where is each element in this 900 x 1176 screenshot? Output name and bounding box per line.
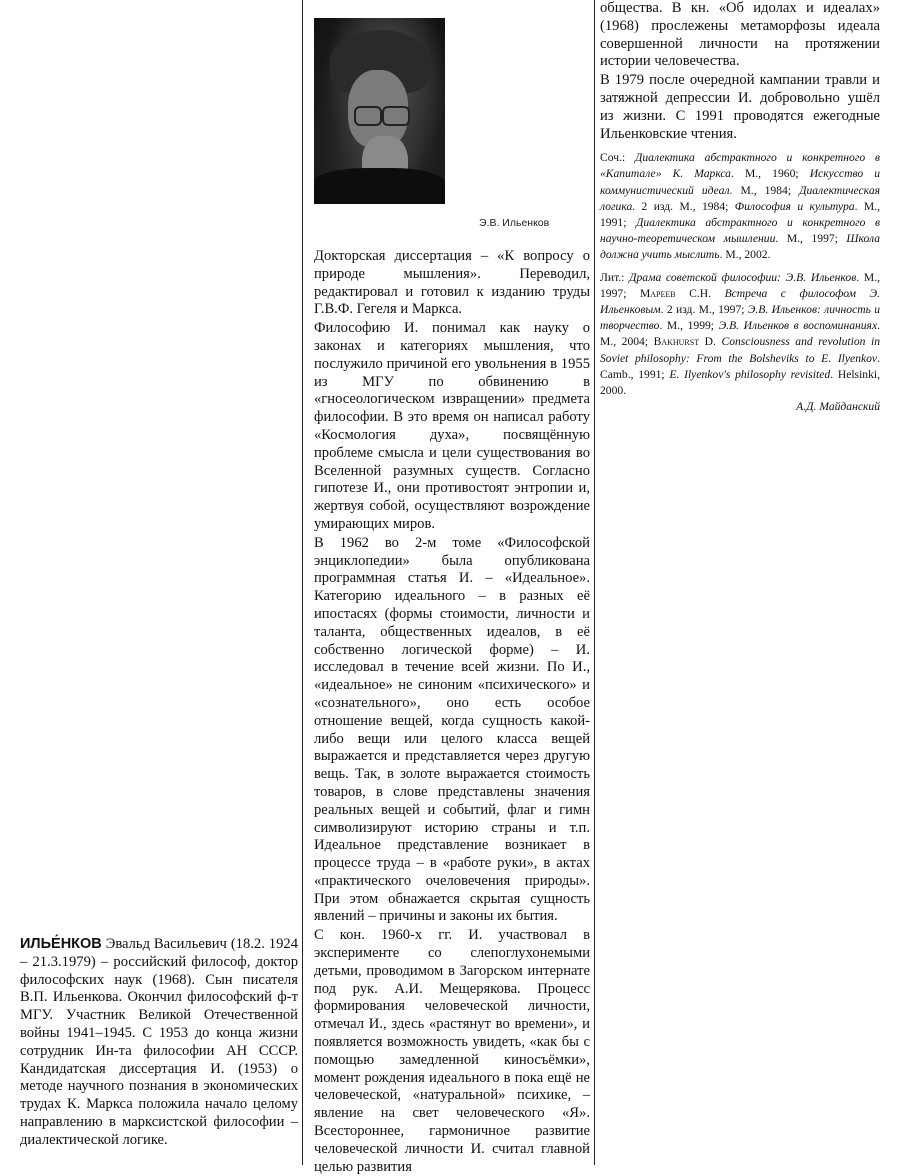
literature-segment: . 2 изд. М., 1997; [660,303,748,317]
works-segment: . 2 изд. М., 1984; [632,199,735,213]
left-column [20,936,298,1150]
literature-label: Лит.: [600,271,625,285]
paragraph-dissertation: Докторская диссертация – «К вопросу о природе мышления». Переводил, редактировал и готовил к изданию труды Г.В.Ф. Гегеля и Маркса. [314,248,590,318]
literature-segment: E. Ilyenkov's philosophy revisited [669,367,831,381]
photo-caption: Э.В. Ильенков [479,217,550,229]
paragraph-death: В 1979 после очередной кампании травли и затяжной депрессии И. добровольно ушёл из жизни. С 1991 проводятся ежегодные Ильенковские чтения. [600,72,880,142]
works-segment: Искусство и коммунистический идеал [600,167,881,197]
works-segment: . М., 1997; [775,231,847,245]
literature-segment: . М., 2004; [600,319,880,349]
literature-segment: . М., 1999; [659,319,719,333]
works-segment: . М., 1984; [729,183,800,197]
literature-segment: D. [699,335,722,349]
paragraph-idols: общества. В кн. «Об идолах и идеалах» (1968) прослежены метаморфозы идеала совершенной личности на протяжении истории человечества. [600,0,880,70]
paragraph-ideal: В 1962 во 2-м томе «Философской энциклопедии» была опубликована программная статья И. – «Идеальное». Категорию идеального – в разных её ипостасях (формы стоимости, личности и таланта, общественных идеалов, в её собственно логической форме) – И. исследовал в течение всей жизни. По И., «идеальное» не синоним «психического» и «сознательного», оно есть особое отношение вещей, когда сущность какой-либо вещи или целого класса вещей выражается и представляется через другую вещь. Так, в золоте выражается стоимость товаров, в слове представлены значения реальных вещей и событий, флаг и гимн символизируют историю страны и т.п. Идеальное представление возникает в процессе труда – в «работе руки», в актах «практического очеловечения природы». При этом обнажается скрытая сущность явлений – причины и законы их бытия. [314,534,590,925]
portrait-photo [314,18,445,204]
paragraph-experiment: С кон. 1960-х гг. И. участвовал в эксперименте со слепоглухонемыми детьми, проводимом в Загорском интернате под рук. А.И. Мещерякова. Процесс формирования человеческой личности, отмечал И., здесь «растянут во времени», и появляется возможность увидеть, «как бы с помощью замедленной киносъёмки», момент рождения идеального в пока ещё не человеческой, «натуральной» психике, – явление на свет человеческого «Я». Всестороннее, гармоничное развитие человеческой личности И. считал главной целью развития [314,927,590,1175]
paragraph-philosophy: Философию И. понимал как науку о законах и категориях мышления, что послужило причиной его увольнения в 1955 из МГУ по обвинению в «гносеологическом извращении» предмета философии. В это время он написал работу «Космология духа», посвящённую проблеме смысла и цели существования во Вселенной разумных существ. Согласно гипотезе И., они противостоят энтропии и, жертвуя собой, осуществляют возрождение умирающих миров. [314,320,590,532]
article-headword: ИЛЬЕ́НКОВ [20,936,102,952]
works-segment: . М., 1960; [730,167,810,181]
works-segment: Философия и культура [734,199,855,213]
literature-segment: Э.В. Ильенков в воспоминаниях [718,319,878,333]
literature-list [600,270,880,399]
literature-segment: . М., 1997; [600,271,880,301]
works-list [600,150,880,263]
right-column [600,0,880,415]
literature-segment: Э.В. Ильенков: личность и творчество [600,303,880,333]
works-label: Соч.: [600,151,626,165]
author-signature: А.Д. Майданский [796,399,880,413]
literature-segment: Мареев [639,287,676,301]
literature-segment: Consciousness and revolution in Soviet philosophy: From the Bolsheviks to E. Ilyenkov [600,335,880,365]
works-segment: Диалектика абстрактного и конкретного в научно-теоретическом мышлении [600,215,880,245]
literature-segment: С.Н. [675,287,725,301]
literature-segment: Bakhurst [653,335,700,349]
works-segment: . М., 2002. [719,247,771,261]
column-rule-left [302,0,303,1165]
literature-segment: . Camb., 1991; [600,351,880,381]
middle-column [314,248,590,1176]
column-rule-right [594,0,595,1165]
works-segment: Диалектическая логика [600,183,880,213]
article-lead [20,936,298,1150]
works-segment: Школа должна учить мыслить [600,231,880,261]
literature-segment: Встреча с философом Э. Ильенковым [600,287,881,317]
article-lead-text: Эвальд Васильевич (18.2. 1924 – 21.3.1979) – российский философ, доктор философских наук (1968). Сын писателя В.П. Ильенкова. Окончил философский ф-т МГУ. Участник Великой Отечественной войны 1941–1945. С 1953 до конца жизни сотрудник Ин-та философии АН СССР. Кандидатская диссертация И. (1953) о методе научного познания в экономических трудах К. Маркса положила начало целому направлению в марксистской философии – диалектической логике. [20,936,298,1148]
works-segment: . М., 1991; [600,199,880,229]
literature-segment: Драма советской философии: Э.В. Ильенков [629,271,857,285]
literature-segment: . Helsinki, 2000. [600,367,881,397]
works-segment: Диалектика абстрактного и конкретного в «Капитале» К. Маркса [600,151,880,181]
